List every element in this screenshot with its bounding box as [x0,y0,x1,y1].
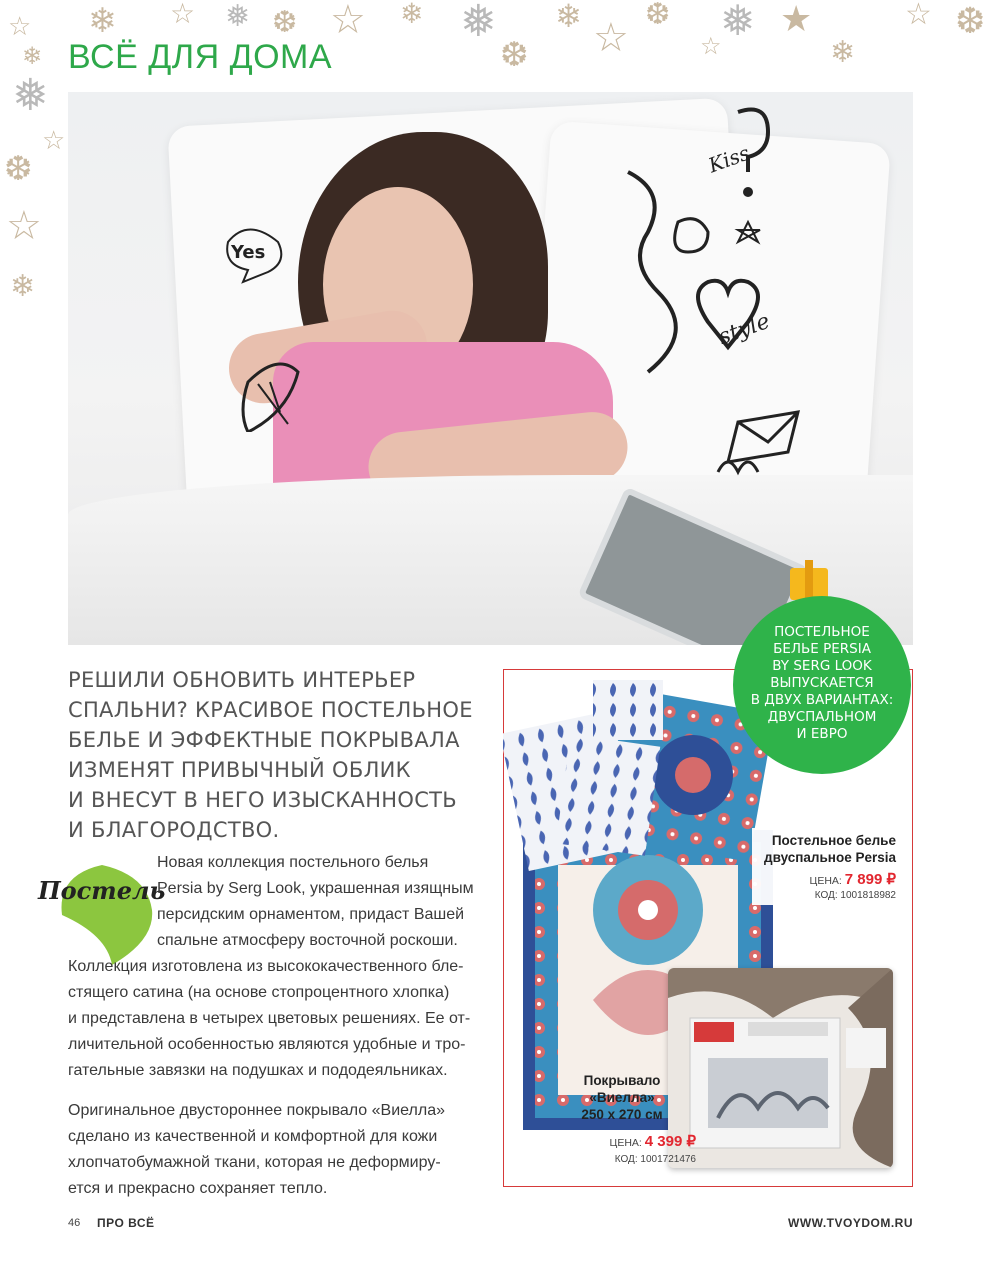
text-line: сделано из качественной и комфортной для кожи [68,1128,438,1145]
price-label: ЦЕНА: [809,875,842,887]
price-row [758,870,896,888]
badge-line: В ДВУХ ВАРИАНТАХ: [750,692,894,708]
product-label-bedding [752,828,902,905]
ribbon-icon [805,560,813,600]
intro-line: СПАЛЬНИ? КРАСИВОЕ ПОСТЕЛЬНОЕ [68,698,473,722]
paragraph-2 [68,1098,488,1202]
doodle-kiss: Kiss [705,140,753,178]
price-label: ЦЕНА: [609,1137,642,1149]
text-line: Persia by Serg Look, украшенная изящным [157,880,474,897]
snowflake-icon: ❆ [272,5,298,40]
product-label-bedspread [562,1072,682,1123]
badge-line: ДВУСПАЛЬНОМ [767,709,877,725]
snowflake-icon: ❅ [225,0,251,34]
text-line: персидским орнаментом, придаст Вашей [157,906,465,923]
badge-line: ПОСТЕЛЬНОЕ [774,624,870,640]
badge-text [737,624,907,743]
text-line: Коллекция изготовлена из высококачественного бле- [68,958,464,975]
page-number: 46 [68,1217,81,1229]
snowflake-icon: ❄ [555,0,582,35]
doodle-yes: Yes [231,242,266,263]
star-icon: ☆ [6,203,42,249]
price-value: 7 899 ₽ [844,871,896,888]
badge-line: BY SERG LOOK [772,658,872,674]
intro-line: БЕЛЬЕ И ЭФФЕКТНЫЕ ПОКРЫВАЛА [68,728,460,752]
badge-line: БЕЛЬЕ PERSIA [773,641,871,657]
snowflake-icon: ❄ [22,42,43,70]
star-icon: ☆ [8,12,32,42]
product-title: Покрывало [583,1073,661,1088]
snowflake-icon: ❅ [720,0,756,45]
star-icon: ★ [780,0,813,40]
text-line: и представлена в четырех цветовых решениях. Ее от- [68,1010,471,1027]
section-title: ВСЁ ДЛЯ ДОМА [68,38,333,76]
badge-line: И ЕВРО [796,726,848,742]
price-row [596,1132,696,1150]
star-icon: ☆ [905,0,932,32]
text-line: Оригинальное двустороннее покрывало «Виелла» [68,1102,445,1119]
product-title: «Виелла» [589,1090,655,1105]
bedspread-package-image [668,968,893,1168]
text-line: стящего сатина (на основе стопроцентного хлопка) [68,984,450,1001]
paragraph-1-continued [68,954,488,1084]
intro-line: РЕШИЛИ ОБНОВИТЬ ИНТЕРЬЕР [68,668,416,692]
text-line: спальне атмосферу восточной роскоши. [157,932,458,949]
product-code: КОД: 1001721476 [614,1154,696,1165]
hero-photo [68,92,913,645]
star-icon: ☆ [42,126,66,156]
category-tag: Постель [38,876,166,905]
intro-line: ИЗМЕНЯТ ПРИВЫЧНЫЙ ОБЛИК [68,758,411,782]
snowflake-icon: ❆ [4,149,33,189]
star-icon: ☆ [593,15,629,61]
star-icon: ☆ [170,0,196,30]
text-line: хлопчатобумажной ткани, которая не деформиру- [68,1154,441,1171]
paragraph-1 [157,850,477,954]
text-line: личительной особенностью являются удобные и тро- [68,1036,466,1053]
snowflake-icon: ❄ [10,269,36,304]
text-line: ется и прекрасно сохраняет тепло. [68,1180,328,1197]
star-icon: ☆ [700,32,722,60]
product-size: 250 x 270 см [581,1107,663,1122]
text-line: Новая коллекция постельного белья [157,854,429,871]
price-value: 4 399 ₽ [644,1133,696,1150]
intro-line: И ВНЕСУТ В НЕГО ИЗЫСКАННОСТЬ [68,788,458,812]
snowflake-icon: ❄ [400,0,424,30]
intro-heading [68,665,488,845]
snowflake-icon: ❄ [88,1,117,41]
star-icon: ☆ [330,0,366,43]
snowflake-icon: ❆ [645,0,671,32]
snowflake-icon: ❅ [460,0,497,47]
intro-line: И БЛАГОРОДСТВО. [68,818,280,842]
badge-line: ВЫПУСКАЕТСЯ [770,675,874,691]
text-line: гательные завязки на подушках и пододеяльниках. [68,1062,448,1079]
website-link[interactable]: WWW.TVOYDOM.RU [788,1216,913,1230]
doodle-style: style [715,308,774,351]
magazine-name: ПРО ВСЁ [97,1216,155,1230]
product-title: двуспальное Persia [764,850,896,865]
snowflake-icon: ❄ [830,35,856,70]
product-title: Постельное белье [771,833,896,848]
snowflake-icon: ❆ [500,35,529,75]
snowflake-icon: ❆ [955,1,986,42]
snowflake-icon: ❅ [12,70,49,121]
product-code: КОД: 1001818982 [814,890,896,901]
